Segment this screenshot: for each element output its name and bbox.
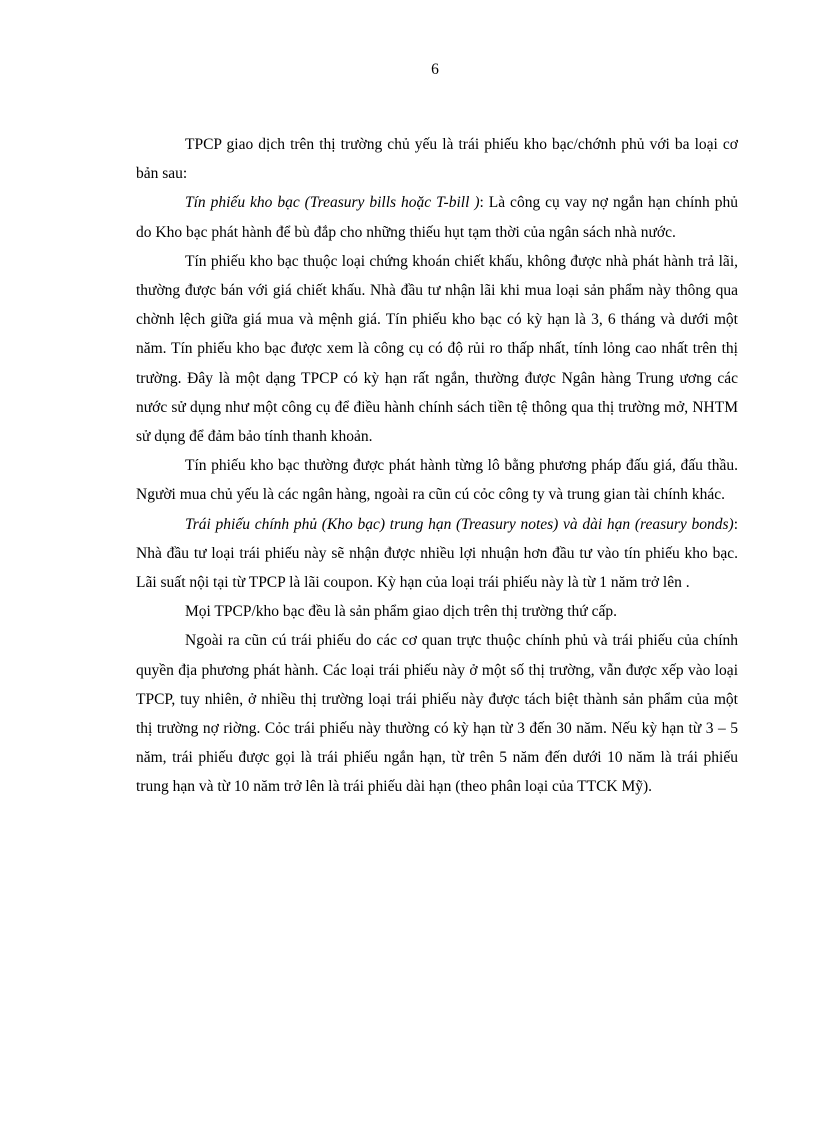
page-number: 6	[431, 61, 439, 78]
paragraph-treasury-bills-definition	[136, 188, 738, 246]
paragraph-text: : Nhà đầu tư loại trái phiếu này sẽ nhận được nhiều lợi nhuận hơn đầu tư vào tín phiếu kho bạc. Lãi suất nội tại từ TPCP là lãi coupon. Kỳ hạn của loại trái phiếu này là từ 1 năm trở lên .	[136, 515, 738, 592]
paragraph-treasury-notes-bonds	[136, 510, 738, 598]
paragraph-agency-municipal-bonds	[136, 626, 738, 801]
paragraph-lead-term: Tín phiếu kho bạc (Treasury bills hoặc T-bill )	[185, 194, 480, 212]
paragraph-lead-term: Trái phiếu chính phủ (Kho bạc) trung hạn (Treasury notes) và dài hạn (reasury bonds)	[185, 515, 734, 533]
paragraph-secondary-market	[136, 597, 738, 626]
paragraph-treasury-bills-details	[136, 247, 738, 451]
paragraph-text: : Là công cụ vay nợ ngắn hạn chính phủ do Kho bạc phát hành để bù đắp cho những thiếu hụt tạm thời của ngân sách nhà nước.	[136, 194, 739, 241]
paragraph-text: Tín phiếu kho bạc thường được phát hành từng lô bằng phương pháp đấu giá, đấu thầu. Người mua chủ yếu là các ngân hàng, ngoài ra cũn cú cỏc công ty và trung gian tài chính khác.	[136, 457, 738, 504]
paragraph-treasury-bills-issuance	[136, 451, 738, 509]
paragraph-intro	[136, 130, 738, 188]
paragraph-text: Mọi TPCP/kho bạc đều là sản phẩm giao dịch trên thị trường thứ cấp.	[185, 603, 617, 621]
document-body	[136, 130, 738, 802]
paragraph-text: TPCP giao dịch trên thị trường chủ yếu là trái phiếu kho bạc/chớnh phủ với ba loại cơ bản sau:	[136, 136, 738, 183]
paragraph-text: Tín phiếu kho bạc thuộc loại chứng khoán chiết khấu, không được nhà phát hành trả lãi, thường được bán với giá chiết khấu. Nhà đầu tư nhận lãi khi mua loại sản phẩm này thông qua chờnh lệch giữa giá mua và mệnh giá. Tín phiếu kho bạc có kỳ hạn là 3, 6 tháng và dưới một năm. Tín phiếu kho bạc được xem là công cụ có độ rủi ro thấp nhất, tính lỏng cao nhất trên thị trường. Đây là một dạng TPCP có kỳ hạn rất ngắn, thường được Ngân hàng Trung ương các nước sử dụng như một công cụ để điều hành chính sách tiền tệ thông qua thị trường mở, NHTM sử dụng để đảm bảo tính thanh khoản.	[136, 252, 738, 446]
paragraph-text: Ngoài ra cũn cú trái phiếu do các cơ quan trực thuộc chính phủ và trái phiếu của chính quyền địa phương phát hành. Các loại trái phiếu này ở một số thị trường, vẫn được xếp vào loại TPCP, tuy nhiên, ở nhiều thị trường loại trái phiếu này được tách biệt thành sản phẩm của một thị trường nợ riờng. Cỏc trái phiếu này thường có kỳ hạn từ 3 đến 30 năm. Nếu kỳ hạn từ 3 – 5 năm, trái phiếu được gọi là trái phiếu ngắn hạn, từ trên 5 năm đến dưới 10 năm là trái phiếu trung hạn và từ 10 năm trở lên là trái phiếu dài hạn (theo phân loại của TTCK Mỹ).	[136, 632, 738, 796]
